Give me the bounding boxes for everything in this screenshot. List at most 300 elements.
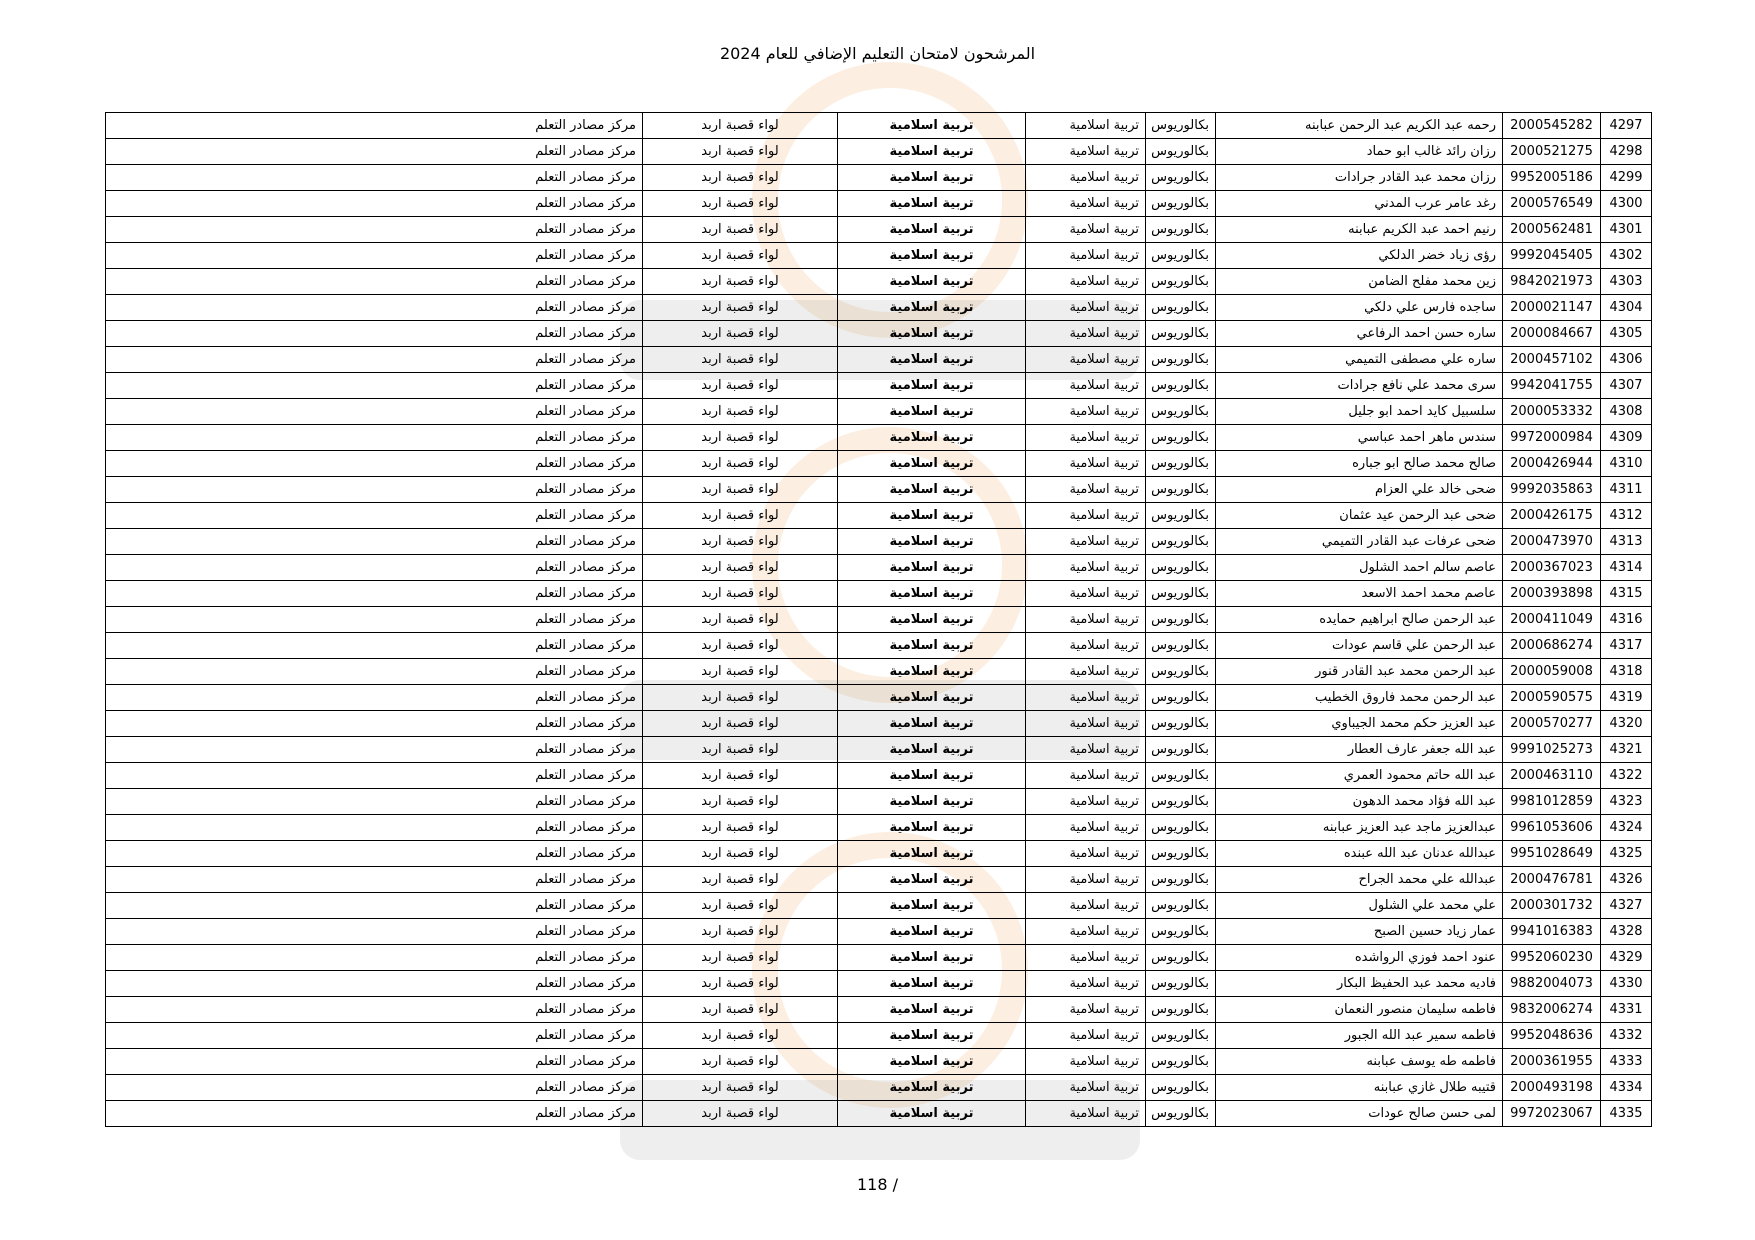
table-row [106, 295, 1652, 321]
major-cell: تربية اسلامية [1026, 633, 1146, 659]
row-number-cell: 4321 [1601, 737, 1652, 763]
national-id-cell: 2000426944 [1503, 451, 1601, 477]
row-number-cell: 4324 [1601, 815, 1652, 841]
national-id-cell: 9981012859 [1503, 789, 1601, 815]
district-cell: لواء قصبة اربد [643, 581, 838, 607]
specialization-cell: تربية اسلامية [838, 1075, 1026, 1101]
national-id-cell: 2000393898 [1503, 581, 1601, 607]
major-cell: تربية اسلامية [1026, 425, 1146, 451]
national-id-cell: 2000473970 [1503, 529, 1601, 555]
row-number-cell: 4320 [1601, 711, 1652, 737]
table-row [106, 659, 1652, 685]
exam-center-cell: مركز مصادر التعلم [106, 191, 643, 217]
specialization-cell: تربية اسلامية [838, 685, 1026, 711]
specialization-cell: تربية اسلامية [838, 555, 1026, 581]
national-id-cell: 2000476781 [1503, 867, 1601, 893]
table-row [106, 477, 1652, 503]
table-row [106, 191, 1652, 217]
specialization-cell: تربية اسلامية [838, 867, 1026, 893]
degree-cell: بكالوريوس [1146, 685, 1216, 711]
degree-cell: بكالوريوس [1146, 997, 1216, 1023]
candidate-name-cell: عمار زياد حسين الصبح [1216, 919, 1503, 945]
national-id-cell: 2000084667 [1503, 321, 1601, 347]
degree-cell: بكالوريوس [1146, 945, 1216, 971]
major-cell: تربية اسلامية [1026, 477, 1146, 503]
table-row [106, 919, 1652, 945]
major-cell: تربية اسلامية [1026, 113, 1146, 139]
row-number-cell: 4329 [1601, 945, 1652, 971]
table-row [106, 971, 1652, 997]
degree-cell: بكالوريوس [1146, 1075, 1216, 1101]
national-id-cell: 9972000984 [1503, 425, 1601, 451]
national-id-cell: 2000301732 [1503, 893, 1601, 919]
candidate-name-cell: ساره حسن احمد الرفاعي [1216, 321, 1503, 347]
national-id-cell: 2000457102 [1503, 347, 1601, 373]
exam-center-cell: مركز مصادر التعلم [106, 165, 643, 191]
major-cell: تربية اسلامية [1026, 841, 1146, 867]
major-cell: تربية اسلامية [1026, 815, 1146, 841]
exam-center-cell: مركز مصادر التعلم [106, 139, 643, 165]
district-cell: لواء قصبة اربد [643, 347, 838, 373]
exam-center-cell: مركز مصادر التعلم [106, 425, 643, 451]
exam-center-cell: مركز مصادر التعلم [106, 503, 643, 529]
district-cell: لواء قصبة اربد [643, 867, 838, 893]
specialization-cell: تربية اسلامية [838, 373, 1026, 399]
specialization-cell: تربية اسلامية [838, 165, 1026, 191]
table-row [106, 555, 1652, 581]
specialization-cell: تربية اسلامية [838, 659, 1026, 685]
degree-cell: بكالوريوس [1146, 815, 1216, 841]
specialization-cell: تربية اسلامية [838, 607, 1026, 633]
district-cell: لواء قصبة اربد [643, 711, 838, 737]
degree-cell: بكالوريوس [1146, 321, 1216, 347]
row-number-cell: 4305 [1601, 321, 1652, 347]
national-id-cell: 9992045405 [1503, 243, 1601, 269]
exam-center-cell: مركز مصادر التعلم [106, 269, 643, 295]
district-cell: لواء قصبة اربد [643, 1023, 838, 1049]
specialization-cell: تربية اسلامية [838, 971, 1026, 997]
specialization-cell: تربية اسلامية [838, 269, 1026, 295]
major-cell: تربية اسلامية [1026, 139, 1146, 165]
row-number-cell: 4327 [1601, 893, 1652, 919]
candidate-name-cell: رؤى زياد خضر الدلكي [1216, 243, 1503, 269]
table-row [106, 685, 1652, 711]
specialization-cell: تربية اسلامية [838, 347, 1026, 373]
exam-center-cell: مركز مصادر التعلم [106, 321, 643, 347]
candidate-name-cell: عبد الله فؤاد محمد الدهون [1216, 789, 1503, 815]
national-id-cell: 9832006274 [1503, 997, 1601, 1023]
table-row [106, 945, 1652, 971]
district-cell: لواء قصبة اربد [643, 477, 838, 503]
table-row [106, 113, 1652, 139]
table-row [106, 815, 1652, 841]
table-row [106, 321, 1652, 347]
degree-cell: بكالوريوس [1146, 503, 1216, 529]
candidate-name-cell: عنود احمد فوزي الرواشده [1216, 945, 1503, 971]
degree-cell: بكالوريوس [1146, 217, 1216, 243]
document-title: المرشحون لامتحان التعليم الإضافي للعام 2024 [719, 44, 1036, 63]
major-cell: تربية اسلامية [1026, 737, 1146, 763]
candidate-name-cell: رنيم احمد عبد الكريم عبابنه [1216, 217, 1503, 243]
specialization-cell: تربية اسلامية [838, 139, 1026, 165]
major-cell: تربية اسلامية [1026, 919, 1146, 945]
specialization-cell: تربية اسلامية [838, 399, 1026, 425]
table-row [106, 425, 1652, 451]
exam-center-cell: مركز مصادر التعلم [106, 867, 643, 893]
major-cell: تربية اسلامية [1026, 711, 1146, 737]
table-row [106, 269, 1652, 295]
row-number-cell: 4331 [1601, 997, 1652, 1023]
major-cell: تربية اسلامية [1026, 399, 1146, 425]
candidate-name-cell: فاطمه طه يوسف عبابنه [1216, 1049, 1503, 1075]
degree-cell: بكالوريوس [1146, 1023, 1216, 1049]
candidate-name-cell: عبدالعزيز ماجد عبد العزيز عبابنه [1216, 815, 1503, 841]
row-number-cell: 4325 [1601, 841, 1652, 867]
exam-center-cell: مركز مصادر التعلم [106, 477, 643, 503]
exam-center-cell: مركز مصادر التعلم [106, 295, 643, 321]
national-id-cell: 2000521275 [1503, 139, 1601, 165]
candidate-name-cell: عبد الله جعفر عارف العطار [1216, 737, 1503, 763]
candidate-name-cell: عبدالله علي محمد الجراح [1216, 867, 1503, 893]
table-body [106, 113, 1652, 1127]
major-cell: تربية اسلامية [1026, 659, 1146, 685]
table-row [106, 503, 1652, 529]
district-cell: لواء قصبة اربد [643, 659, 838, 685]
national-id-cell: 9942041755 [1503, 373, 1601, 399]
specialization-cell: تربية اسلامية [838, 815, 1026, 841]
degree-cell: بكالوريوس [1146, 477, 1216, 503]
major-cell: تربية اسلامية [1026, 191, 1146, 217]
district-cell: لواء قصبة اربد [643, 425, 838, 451]
candidate-name-cell: ضحى عرفات عبد القادر التميمي [1216, 529, 1503, 555]
national-id-cell: 2000361955 [1503, 1049, 1601, 1075]
row-number-cell: 4307 [1601, 373, 1652, 399]
national-id-cell: 2000411049 [1503, 607, 1601, 633]
specialization-cell: تربية اسلامية [838, 191, 1026, 217]
row-number-cell: 4332 [1601, 1023, 1652, 1049]
national-id-cell: 9951028649 [1503, 841, 1601, 867]
row-number-cell: 4298 [1601, 139, 1652, 165]
degree-cell: بكالوريوس [1146, 659, 1216, 685]
candidate-name-cell: سندس ماهر احمد عباسي [1216, 425, 1503, 451]
row-number-cell: 4301 [1601, 217, 1652, 243]
specialization-cell: تربية اسلامية [838, 217, 1026, 243]
specialization-cell: تربية اسلامية [838, 425, 1026, 451]
national-id-cell: 2000021147 [1503, 295, 1601, 321]
table-row [106, 711, 1652, 737]
candidate-name-cell: لمى حسن صالح عودات [1216, 1101, 1503, 1127]
degree-cell: بكالوريوس [1146, 191, 1216, 217]
national-id-cell: 2000686274 [1503, 633, 1601, 659]
major-cell: تربية اسلامية [1026, 347, 1146, 373]
candidate-name-cell: سلسبيل كايد احمد ابو جليل [1216, 399, 1503, 425]
exam-center-cell: مركز مصادر التعلم [106, 685, 643, 711]
candidate-name-cell: فاطمه سليمان منصور النعمان [1216, 997, 1503, 1023]
district-cell: لواء قصبة اربد [643, 685, 838, 711]
row-number-cell: 4322 [1601, 763, 1652, 789]
national-id-cell: 9991025273 [1503, 737, 1601, 763]
exam-center-cell: مركز مصادر التعلم [106, 581, 643, 607]
row-number-cell: 4311 [1601, 477, 1652, 503]
district-cell: لواء قصبة اربد [643, 269, 838, 295]
district-cell: لواء قصبة اربد [643, 789, 838, 815]
exam-center-cell: مركز مصادر التعلم [106, 399, 643, 425]
candidate-name-cell: عبد الله حاتم محمود العمري [1216, 763, 1503, 789]
major-cell: تربية اسلامية [1026, 763, 1146, 789]
district-cell: لواء قصبة اربد [643, 165, 838, 191]
table-row [106, 581, 1652, 607]
major-cell: تربية اسلامية [1026, 581, 1146, 607]
table-row [106, 633, 1652, 659]
specialization-cell: تربية اسلامية [838, 997, 1026, 1023]
specialization-cell: تربية اسلامية [838, 503, 1026, 529]
district-cell: لواء قصبة اربد [643, 763, 838, 789]
candidate-name-cell: رحمه عبد الكريم عبد الرحمن عبابنه [1216, 113, 1503, 139]
specialization-cell: تربية اسلامية [838, 1049, 1026, 1075]
row-number-cell: 4315 [1601, 581, 1652, 607]
exam-center-cell: مركز مصادر التعلم [106, 633, 643, 659]
district-cell: لواء قصبة اربد [643, 1075, 838, 1101]
degree-cell: بكالوريوس [1146, 295, 1216, 321]
major-cell: تربية اسلامية [1026, 893, 1146, 919]
degree-cell: بكالوريوس [1146, 165, 1216, 191]
district-cell: لواء قصبة اربد [643, 1101, 838, 1127]
page-number: 118 / [856, 1175, 898, 1194]
row-number-cell: 4300 [1601, 191, 1652, 217]
row-number-cell: 4302 [1601, 243, 1652, 269]
exam-center-cell: مركز مصادر التعلم [106, 659, 643, 685]
candidate-name-cell: قتيبه طلال غازي عبابنه [1216, 1075, 1503, 1101]
degree-cell: بكالوريوس [1146, 607, 1216, 633]
row-number-cell: 4312 [1601, 503, 1652, 529]
candidate-name-cell: فاطمه سمير عبد الله الجبور [1216, 1023, 1503, 1049]
district-cell: لواء قصبة اربد [643, 191, 838, 217]
national-id-cell: 9992035863 [1503, 477, 1601, 503]
district-cell: لواء قصبة اربد [643, 399, 838, 425]
national-id-cell: 9952060230 [1503, 945, 1601, 971]
degree-cell: بكالوريوس [1146, 763, 1216, 789]
table-row [106, 217, 1652, 243]
table-row [106, 867, 1652, 893]
table-row [106, 789, 1652, 815]
degree-cell: بكالوريوس [1146, 841, 1216, 867]
specialization-cell: تربية اسلامية [838, 113, 1026, 139]
national-id-cell: 9961053606 [1503, 815, 1601, 841]
major-cell: تربية اسلامية [1026, 503, 1146, 529]
national-id-cell: 2000562481 [1503, 217, 1601, 243]
major-cell: تربية اسلامية [1026, 867, 1146, 893]
major-cell: تربية اسلامية [1026, 997, 1146, 1023]
exam-center-cell: مركز مصادر التعلم [106, 373, 643, 399]
national-id-cell: 9882004073 [1503, 971, 1601, 997]
row-number-cell: 4310 [1601, 451, 1652, 477]
degree-cell: بكالوريوس [1146, 113, 1216, 139]
district-cell: لواء قصبة اربد [643, 841, 838, 867]
exam-center-cell: مركز مصادر التعلم [106, 945, 643, 971]
national-id-cell: 2000590575 [1503, 685, 1601, 711]
district-cell: لواء قصبة اربد [643, 451, 838, 477]
degree-cell: بكالوريوس [1146, 867, 1216, 893]
major-cell: تربية اسلامية [1026, 1075, 1146, 1101]
exam-center-cell: مركز مصادر التعلم [106, 841, 643, 867]
degree-cell: بكالوريوس [1146, 893, 1216, 919]
major-cell: تربية اسلامية [1026, 373, 1146, 399]
national-id-cell: 9842021973 [1503, 269, 1601, 295]
candidate-name-cell: ساجده فارس علي دلكي [1216, 295, 1503, 321]
row-number-cell: 4297 [1601, 113, 1652, 139]
degree-cell: بكالوريوس [1146, 529, 1216, 555]
major-cell: تربية اسلامية [1026, 1023, 1146, 1049]
table-row [106, 1075, 1652, 1101]
row-number-cell: 4304 [1601, 295, 1652, 321]
degree-cell: بكالوريوس [1146, 243, 1216, 269]
candidate-name-cell: عبد الرحمن علي قاسم عودات [1216, 633, 1503, 659]
row-number-cell: 4308 [1601, 399, 1652, 425]
national-id-cell: 2000570277 [1503, 711, 1601, 737]
major-cell: تربية اسلامية [1026, 607, 1146, 633]
specialization-cell: تربية اسلامية [838, 893, 1026, 919]
district-cell: لواء قصبة اربد [643, 919, 838, 945]
degree-cell: بكالوريوس [1146, 1049, 1216, 1075]
row-number-cell: 4319 [1601, 685, 1652, 711]
national-id-cell: 2000493198 [1503, 1075, 1601, 1101]
exam-center-cell: مركز مصادر التعلم [106, 217, 643, 243]
district-cell: لواء قصبة اربد [643, 1049, 838, 1075]
exam-center-cell: مركز مصادر التعلم [106, 789, 643, 815]
specialization-cell: تربية اسلامية [838, 711, 1026, 737]
exam-center-cell: مركز مصادر التعلم [106, 763, 643, 789]
row-number-cell: 4299 [1601, 165, 1652, 191]
table-row [106, 399, 1652, 425]
exam-center-cell: مركز مصادر التعلم [106, 971, 643, 997]
row-number-cell: 4334 [1601, 1075, 1652, 1101]
exam-center-cell: مركز مصادر التعلم [106, 711, 643, 737]
degree-cell: بكالوريوس [1146, 373, 1216, 399]
candidate-name-cell: عاصم سالم احمد الشلول [1216, 555, 1503, 581]
specialization-cell: تربية اسلامية [838, 321, 1026, 347]
exam-center-cell: مركز مصادر التعلم [106, 1101, 643, 1127]
specialization-cell: تربية اسلامية [838, 243, 1026, 269]
specialization-cell: تربية اسلامية [838, 295, 1026, 321]
candidate-name-cell: رغد عامر عرب المدني [1216, 191, 1503, 217]
candidate-name-cell: ساره علي مصطفى التميمي [1216, 347, 1503, 373]
table-row [106, 373, 1652, 399]
row-number-cell: 4316 [1601, 607, 1652, 633]
degree-cell: بكالوريوس [1146, 347, 1216, 373]
district-cell: لواء قصبة اربد [643, 971, 838, 997]
candidate-name-cell: عبدالله عدنان عبد الله عبنده [1216, 841, 1503, 867]
major-cell: تربية اسلامية [1026, 1101, 1146, 1127]
candidate-name-cell: صالح محمد صالح ابو جباره [1216, 451, 1503, 477]
candidate-name-cell: زين محمد مفلح الضامن [1216, 269, 1503, 295]
row-number-cell: 4328 [1601, 919, 1652, 945]
major-cell: تربية اسلامية [1026, 529, 1146, 555]
row-number-cell: 4306 [1601, 347, 1652, 373]
degree-cell: بكالوريوس [1146, 425, 1216, 451]
exam-center-cell: مركز مصادر التعلم [106, 607, 643, 633]
district-cell: لواء قصبة اربد [643, 607, 838, 633]
candidate-name-cell: رزان محمد عبد القادر جرادات [1216, 165, 1503, 191]
national-id-cell: 9952048636 [1503, 1023, 1601, 1049]
row-number-cell: 4317 [1601, 633, 1652, 659]
table-row [106, 893, 1652, 919]
candidate-name-cell: عبد العزيز حكم محمد الجيباوي [1216, 711, 1503, 737]
candidate-name-cell: عبد الرحمن محمد عبد القادر قنور [1216, 659, 1503, 685]
degree-cell: بكالوريوس [1146, 1101, 1216, 1127]
degree-cell: بكالوريوس [1146, 633, 1216, 659]
major-cell: تربية اسلامية [1026, 555, 1146, 581]
table-row [106, 1101, 1652, 1127]
row-number-cell: 4323 [1601, 789, 1652, 815]
candidate-name-cell: ضحى عبد الرحمن عيد عثمان [1216, 503, 1503, 529]
row-number-cell: 4335 [1601, 1101, 1652, 1127]
district-cell: لواء قصبة اربد [643, 945, 838, 971]
exam-center-cell: مركز مصادر التعلم [106, 919, 643, 945]
specialization-cell: تربية اسلامية [838, 945, 1026, 971]
candidate-name-cell: علي محمد علي الشلول [1216, 893, 1503, 919]
major-cell: تربية اسلامية [1026, 217, 1146, 243]
candidate-name-cell: فاديه محمد عبد الحفيظ البكار [1216, 971, 1503, 997]
specialization-cell: تربية اسلامية [838, 763, 1026, 789]
exam-center-cell: مركز مصادر التعلم [106, 997, 643, 1023]
specialization-cell: تربية اسلامية [838, 1101, 1026, 1127]
table-row [106, 243, 1652, 269]
major-cell: تربية اسلامية [1026, 685, 1146, 711]
table-row [106, 529, 1652, 555]
exam-center-cell: مركز مصادر التعلم [106, 737, 643, 763]
major-cell: تربية اسلامية [1026, 1049, 1146, 1075]
specialization-cell: تربية اسلامية [838, 451, 1026, 477]
specialization-cell: تربية اسلامية [838, 529, 1026, 555]
national-id-cell: 2000545282 [1503, 113, 1601, 139]
row-number-cell: 4318 [1601, 659, 1652, 685]
major-cell: تربية اسلامية [1026, 789, 1146, 815]
national-id-cell: 9941016383 [1503, 919, 1601, 945]
degree-cell: بكالوريوس [1146, 737, 1216, 763]
national-id-cell: 2000463110 [1503, 763, 1601, 789]
degree-cell: بكالوريوس [1146, 269, 1216, 295]
table-row [106, 763, 1652, 789]
exam-center-cell: مركز مصادر التعلم [106, 893, 643, 919]
specialization-cell: تربية اسلامية [838, 919, 1026, 945]
exam-center-cell: مركز مصادر التعلم [106, 1023, 643, 1049]
exam-center-cell: مركز مصادر التعلم [106, 1049, 643, 1075]
candidate-name-cell: ضحى خالد علي العزام [1216, 477, 1503, 503]
district-cell: لواء قصبة اربد [643, 529, 838, 555]
candidates-table [105, 112, 1652, 1127]
district-cell: لواء قصبة اربد [643, 555, 838, 581]
table-row [106, 165, 1652, 191]
specialization-cell: تربية اسلامية [838, 1023, 1026, 1049]
district-cell: لواء قصبة اربد [643, 113, 838, 139]
table-row [106, 997, 1652, 1023]
specialization-cell: تربية اسلامية [838, 789, 1026, 815]
national-id-cell: 9972023067 [1503, 1101, 1601, 1127]
national-id-cell: 2000576549 [1503, 191, 1601, 217]
exam-center-cell: مركز مصادر التعلم [106, 1075, 643, 1101]
major-cell: تربية اسلامية [1026, 321, 1146, 347]
exam-center-cell: مركز مصادر التعلم [106, 451, 643, 477]
major-cell: تربية اسلامية [1026, 451, 1146, 477]
national-id-cell: 9952005186 [1503, 165, 1601, 191]
table-row [106, 139, 1652, 165]
exam-center-cell: مركز مصادر التعلم [106, 113, 643, 139]
specialization-cell: تربية اسلامية [838, 477, 1026, 503]
district-cell: لواء قصبة اربد [643, 633, 838, 659]
exam-center-cell: مركز مصادر التعلم [106, 243, 643, 269]
major-cell: تربية اسلامية [1026, 269, 1146, 295]
row-number-cell: 4314 [1601, 555, 1652, 581]
